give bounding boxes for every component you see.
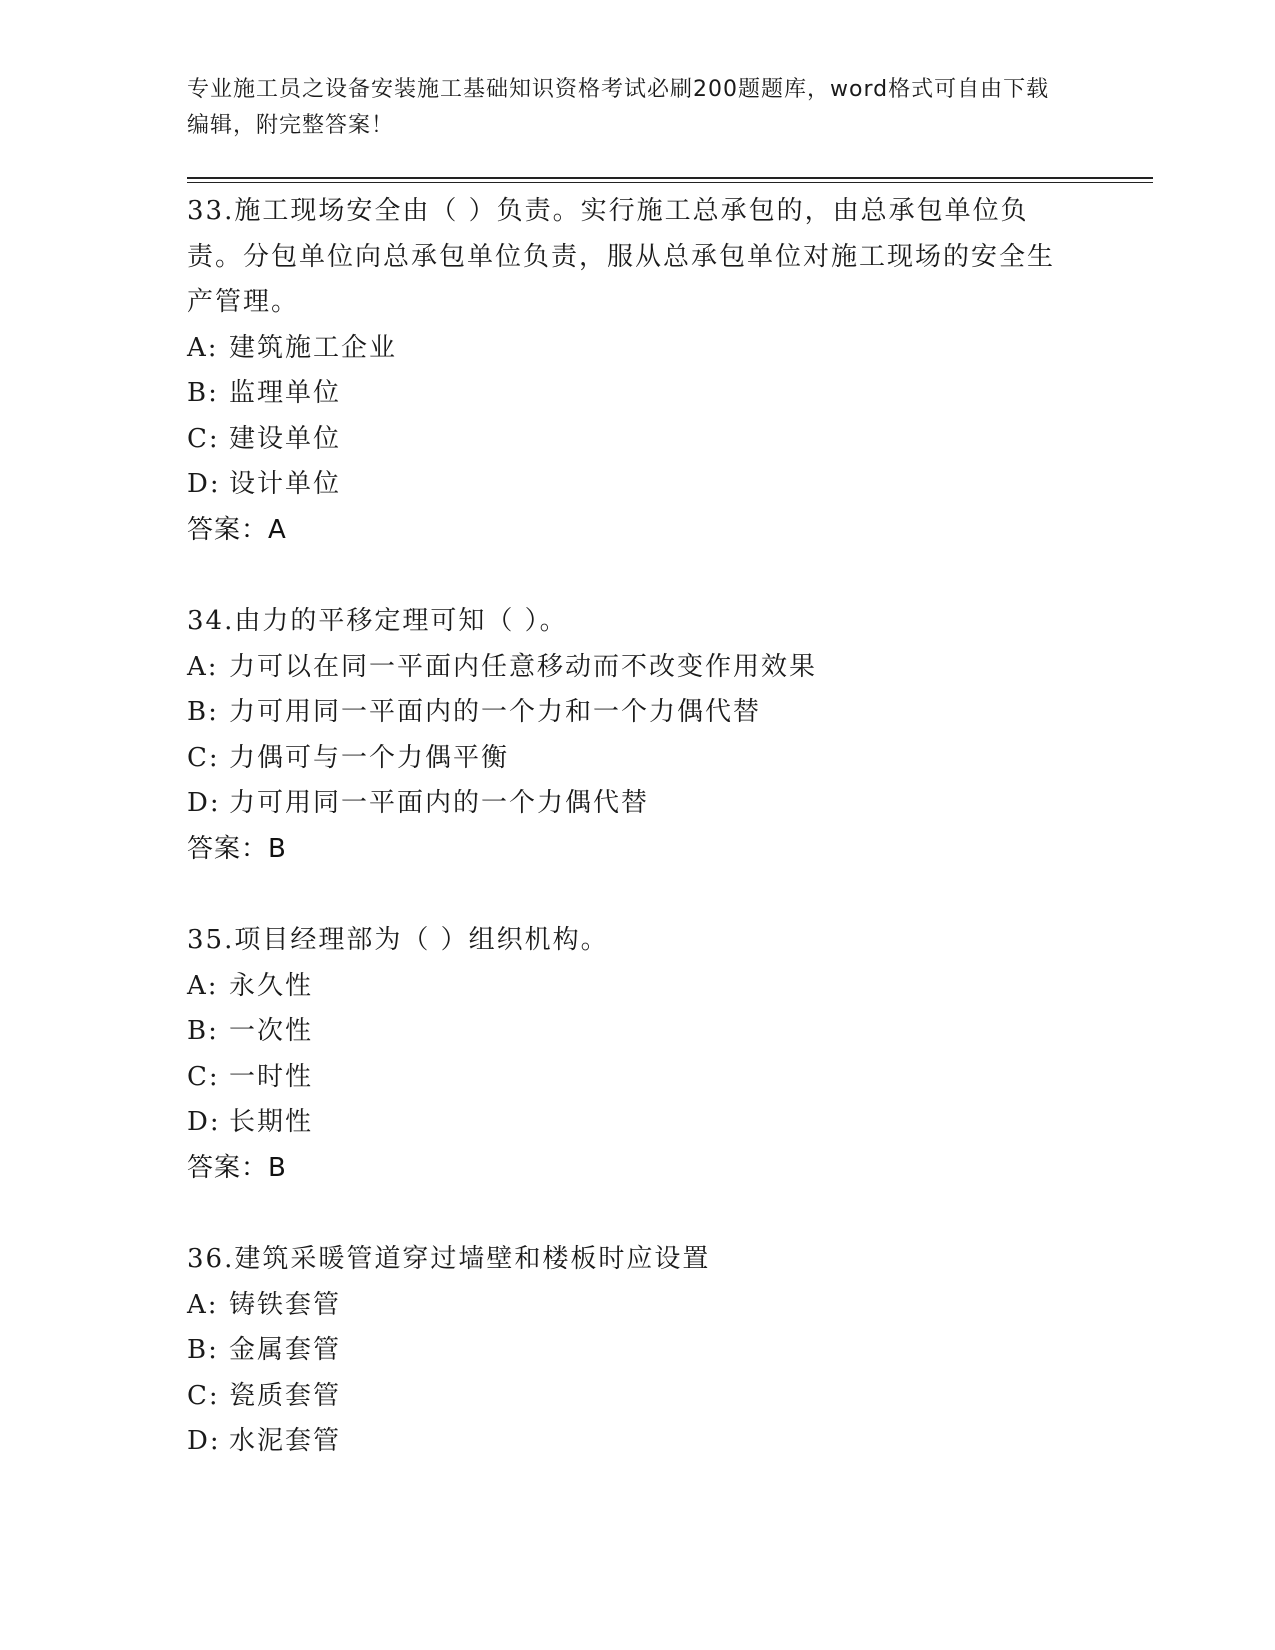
option-b — [187, 371, 1067, 417]
option-c — [187, 1374, 1067, 1420]
option-d — [187, 781, 1067, 827]
option-text: 一次性 — [229, 1016, 314, 1046]
document-header: 专业施工员之设备安装施工基础知识资格考试必刷200题题库，word格式可自由下载编辑，附完整答案！ — [187, 77, 1050, 138]
header-rule-thick — [187, 177, 1153, 179]
option-text: 监理单位 — [229, 378, 342, 408]
option-letter: C: — [187, 1061, 220, 1092]
option-c — [187, 736, 1067, 782]
question-35 — [187, 918, 1067, 1191]
option-c — [187, 417, 1067, 463]
question-stem: 33.施工现场安全由（ ）负责。实行施工总承包的，由总承包单位负责。分包单位向总承包单位负责，服从总承包单位对施工现场的安全生产管理。 — [187, 196, 1056, 317]
option-text: 金属套管 — [229, 1335, 342, 1365]
option-letter: D: — [187, 1107, 221, 1137]
question-34 — [187, 599, 1067, 872]
question-stem: 35.项目经理部为（ ）组织机构。 — [187, 925, 609, 955]
option-d — [187, 462, 1067, 508]
option-a — [187, 1283, 1067, 1329]
answer-line: 答案：A — [187, 514, 287, 545]
option-a — [187, 964, 1067, 1010]
question-36 — [187, 1237, 1067, 1465]
option-a — [187, 645, 1067, 691]
option-letter: A: — [187, 1289, 219, 1320]
option-text: 力可用同一平面内的一个力和一个力偶代替 — [229, 697, 762, 727]
option-letter: D: — [187, 469, 221, 499]
option-text: 建筑施工企业 — [229, 332, 398, 363]
option-text: 水泥套管 — [229, 1426, 342, 1456]
option-letter: C: — [187, 423, 220, 454]
option-letter: D: — [187, 1426, 221, 1456]
option-text: 力可用同一平面内的一个力偶代替 — [229, 788, 650, 818]
option-c — [187, 1055, 1067, 1101]
option-d — [187, 1419, 1067, 1465]
answer-line: 答案：B — [187, 1152, 287, 1183]
option-a — [187, 326, 1067, 372]
option-letter: B: — [187, 1016, 219, 1046]
option-text: 力偶可与一个力偶平衡 — [229, 742, 510, 773]
option-b — [187, 1009, 1067, 1055]
option-text: 长期性 — [229, 1107, 314, 1137]
question-33 — [187, 189, 1067, 553]
questions-list — [187, 189, 1067, 1511]
option-text: 力可以在同一平面内任意移动而不改变作用效果 — [229, 651, 818, 682]
option-letter: B: — [187, 378, 219, 408]
option-b — [187, 690, 1067, 736]
question-stem: 36.建筑采暖管道穿过墙壁和楼板时应设置 — [187, 1244, 711, 1274]
option-text: 建设单位 — [229, 423, 342, 454]
answer-line: 答案：B — [187, 833, 287, 864]
option-letter: A: — [187, 332, 219, 363]
option-b — [187, 1328, 1067, 1374]
header-rule-thin — [187, 182, 1153, 183]
option-text: 瓷质套管 — [229, 1380, 342, 1411]
option-text: 永久性 — [229, 970, 314, 1001]
option-letter: B: — [187, 1335, 219, 1365]
option-text: 一时性 — [229, 1061, 314, 1092]
option-letter: A: — [187, 651, 219, 682]
option-letter: A: — [187, 970, 219, 1001]
option-letter: D: — [187, 788, 221, 818]
option-letter: C: — [187, 742, 220, 773]
question-stem: 34.由力的平移定理可知（ ）。 — [187, 606, 568, 636]
option-text: 设计单位 — [229, 469, 342, 499]
option-d — [187, 1100, 1067, 1146]
option-letter: B: — [187, 697, 219, 727]
option-text: 铸铁套管 — [229, 1289, 342, 1320]
option-letter: C: — [187, 1380, 220, 1411]
